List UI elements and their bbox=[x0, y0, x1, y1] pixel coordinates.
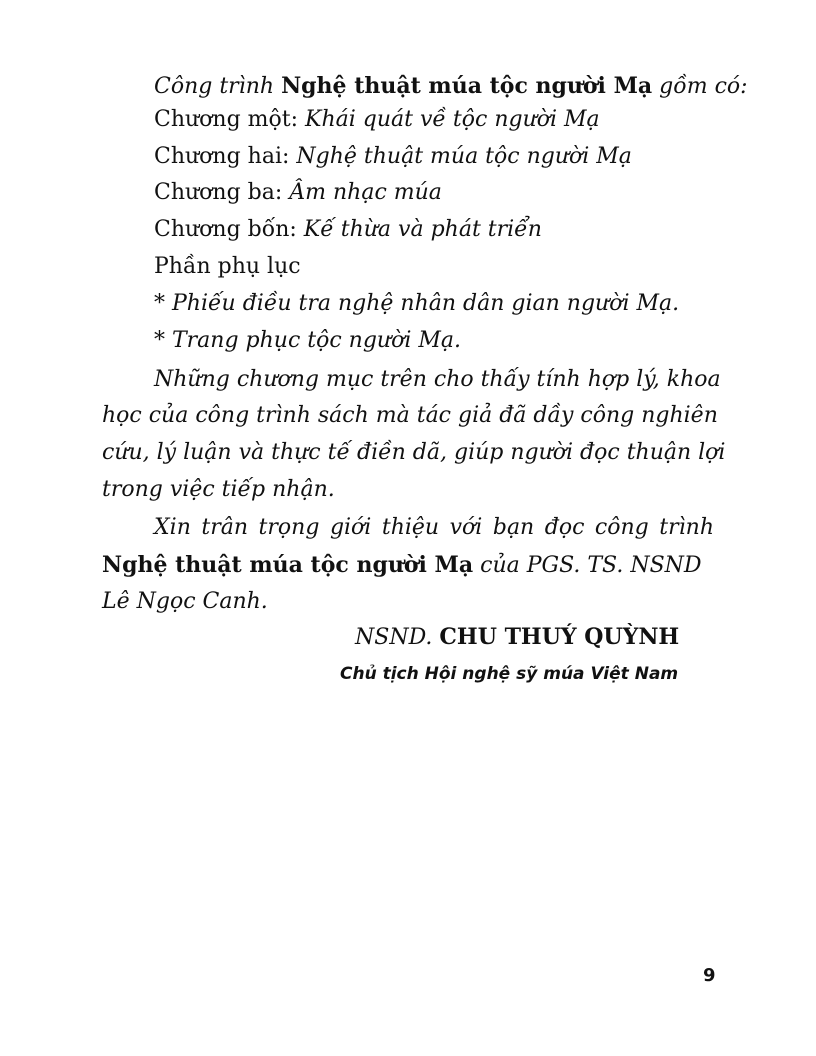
chapter-title: Nghệ thuật múa tộc người Mạ bbox=[296, 144, 632, 169]
chapter-label: Chương một: bbox=[154, 107, 306, 132]
chapter-label: Chương ba: bbox=[154, 180, 290, 205]
chapter-item bbox=[154, 216, 542, 244]
chapter-title: Khái quát về tộc người Mạ bbox=[305, 107, 600, 132]
intro-suffix: gồm có: bbox=[652, 74, 748, 99]
chapter-label: Chương bốn: bbox=[154, 217, 304, 242]
appendix-heading: Phần phụ lục bbox=[154, 254, 301, 279]
signature-title: Chủ tịch Hội nghệ sỹ múa Việt Nam bbox=[340, 664, 679, 684]
signature-fullname: CHU THUÝ QUỲNH bbox=[439, 624, 680, 650]
signature-name bbox=[355, 623, 679, 652]
paragraph-line: cứu, lý luận và thực tế điền dã, giúp người đọc thuận lợi bbox=[102, 440, 726, 465]
intro-line bbox=[154, 72, 748, 101]
author-credit: của PGS. TS. NSND bbox=[473, 553, 702, 578]
paragraph-line: Những chương mục trên cho thấy tính hợp lý, khoa bbox=[154, 367, 721, 392]
paragraph-line: Xin trân trọng giới thiệu với bạn đọc công trình bbox=[154, 515, 714, 540]
chapter-item bbox=[154, 106, 600, 134]
paragraph-line: Lê Ngọc Canh. bbox=[102, 589, 268, 614]
book-title: Nghệ thuật múa tộc người Mạ bbox=[102, 552, 474, 578]
chapter-title: Âm nhạc múa bbox=[289, 180, 442, 205]
signature-prefix: NSND. bbox=[355, 625, 440, 650]
chapter-item bbox=[154, 179, 442, 207]
chapter-title: Kế thừa và phát triển bbox=[303, 217, 542, 242]
paragraph-line: học của công trình sách mà tác giả đã dầy công nghiên bbox=[102, 403, 718, 428]
paragraph-line: trong việc tiếp nhận. bbox=[102, 477, 335, 502]
page-number: 9 bbox=[703, 965, 716, 986]
intro-title: Nghệ thuật múa tộc người Mạ bbox=[281, 73, 653, 99]
appendix-item: * Trang phục tộc người Mạ. bbox=[154, 328, 462, 353]
appendix-item: * Phiếu điều tra nghệ nhân dân gian người Mạ. bbox=[154, 291, 680, 316]
chapter-label: Chương hai: bbox=[154, 144, 297, 169]
chapter-item bbox=[154, 143, 632, 171]
intro-prefix: Công trình bbox=[154, 74, 282, 99]
paragraph-line bbox=[102, 551, 702, 580]
